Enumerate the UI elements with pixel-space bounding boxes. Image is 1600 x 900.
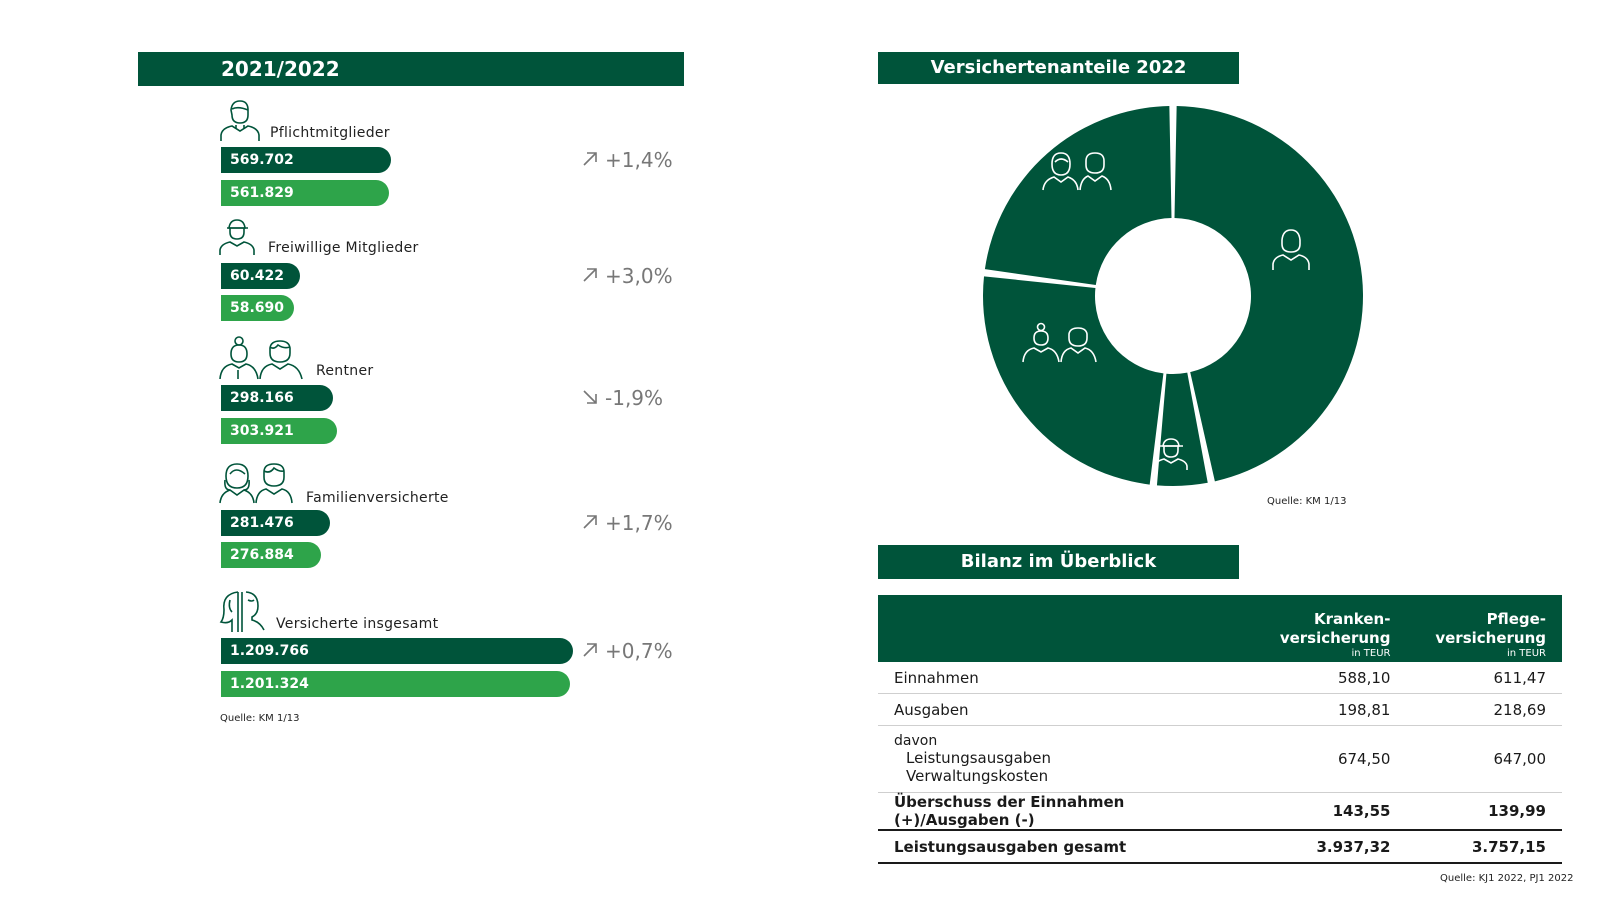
row-label: Ausgaben — [878, 694, 1251, 726]
donut-slice-familienversicherte — [985, 106, 1172, 285]
table-row — [878, 662, 1562, 694]
bilanz-col-pflege: Pflege- versicherung in TEUR — [1406, 595, 1562, 662]
change-indicator — [581, 264, 673, 288]
donut-slice-pflichtmitglieder — [1174, 106, 1363, 481]
donut-title: Versichertenanteile 2022 — [878, 52, 1239, 84]
bar-2021: 1.209.766 — [221, 638, 573, 664]
table-row — [878, 793, 1562, 831]
bar-2022: 58.690 — [221, 295, 294, 321]
group-versicherte-insgesamt — [0, 588, 700, 698]
bar-2021: 298.166 — [221, 385, 333, 411]
change-value: +1,4% — [605, 148, 673, 172]
pv-value: 3.757,15 — [1406, 830, 1562, 863]
donut-chart — [978, 96, 1368, 496]
group-rentner — [0, 332, 700, 442]
pv-value: 611,47 — [1406, 662, 1562, 694]
family-icon — [218, 460, 294, 504]
table-row-total — [878, 830, 1562, 863]
row-label: Überschuss der Einnahmen (+)/Ausgaben (-) — [878, 793, 1251, 831]
change-value: -1,9% — [605, 386, 664, 410]
group-label: Freiwillige Mitglieder — [268, 240, 419, 256]
bar-2022: 1.201.324 — [221, 671, 570, 697]
row-sub-verwaltungskosten: Verwaltungskosten — [906, 767, 1049, 785]
kv-value: 674,50 — [1251, 726, 1407, 793]
bar-2022: 276.884 — [221, 542, 321, 568]
group-label: Familienversicherte — [306, 490, 449, 506]
arrow-down-right-icon — [581, 388, 599, 406]
arrow-up-right-icon — [581, 266, 599, 284]
kv-value: 198,81 — [1251, 694, 1407, 726]
bilanz-header-row — [878, 595, 1562, 662]
row-label: Einnahmen — [878, 662, 1251, 694]
bilanz-col-kranken: Kranken- versicherung in TEUR — [1251, 595, 1407, 662]
bar-2021: 60.422 — [221, 263, 300, 289]
bilanz-header-empty — [878, 595, 1251, 662]
arrow-up-right-icon — [581, 150, 599, 168]
change-indicator — [581, 148, 673, 172]
row-label-davon: davon — [894, 733, 938, 749]
pv-value: 218,69 — [1406, 694, 1562, 726]
kv-value: 3.937,32 — [1251, 830, 1407, 863]
table-row — [878, 726, 1562, 793]
row-sub-leistungsausgaben: Leistungsausgaben — [906, 749, 1052, 767]
group-label: Rentner — [316, 363, 374, 379]
change-value: +0,7% — [605, 639, 673, 663]
arrow-up-right-icon — [581, 641, 599, 659]
bar-2022: 303.921 — [221, 418, 337, 444]
row-label: Leistungsausgaben gesamt — [878, 830, 1251, 863]
change-value: +1,7% — [605, 511, 673, 535]
group-label: Pflichtmitglieder — [270, 125, 390, 141]
left-header: 2021/2022 — [138, 52, 684, 86]
change-indicator — [581, 386, 663, 410]
change-indicator — [581, 639, 673, 663]
donut-source: Quelle: KM 1/13 — [1267, 496, 1347, 507]
kv-value: 143,55 — [1251, 793, 1407, 831]
bilanz-title: Bilanz im Überblick — [878, 545, 1239, 579]
row-label — [878, 726, 1251, 793]
group-label: Versicherte insgesamt — [276, 616, 439, 632]
donut-slice-rentner — [983, 276, 1163, 484]
bilanz-table — [878, 595, 1562, 864]
change-indicator — [581, 511, 673, 535]
left-source: Quelle: KM 1/13 — [220, 713, 300, 724]
change-value: +3,0% — [605, 264, 673, 288]
group-pflichtmitglieder — [0, 96, 700, 206]
group-freiwillige — [0, 212, 700, 322]
person-icon — [218, 98, 262, 142]
pv-value: 139,99 — [1406, 793, 1562, 831]
bilanz-source: Quelle: KJ1 2022, PJ1 2022 — [1440, 873, 1574, 884]
profiles-icon — [218, 590, 266, 634]
bar-2022: 561.829 — [221, 180, 389, 206]
elderly-couple-icon — [218, 336, 304, 380]
arrow-up-right-icon — [581, 513, 599, 531]
person-cap-icon — [218, 218, 256, 256]
bar-2021: 569.702 — [221, 147, 391, 173]
group-familienversicherte — [0, 458, 700, 568]
pv-value: 647,00 — [1406, 726, 1562, 793]
bar-2021: 281.476 — [221, 510, 330, 536]
kv-value: 588,10 — [1251, 662, 1407, 694]
table-row — [878, 694, 1562, 726]
